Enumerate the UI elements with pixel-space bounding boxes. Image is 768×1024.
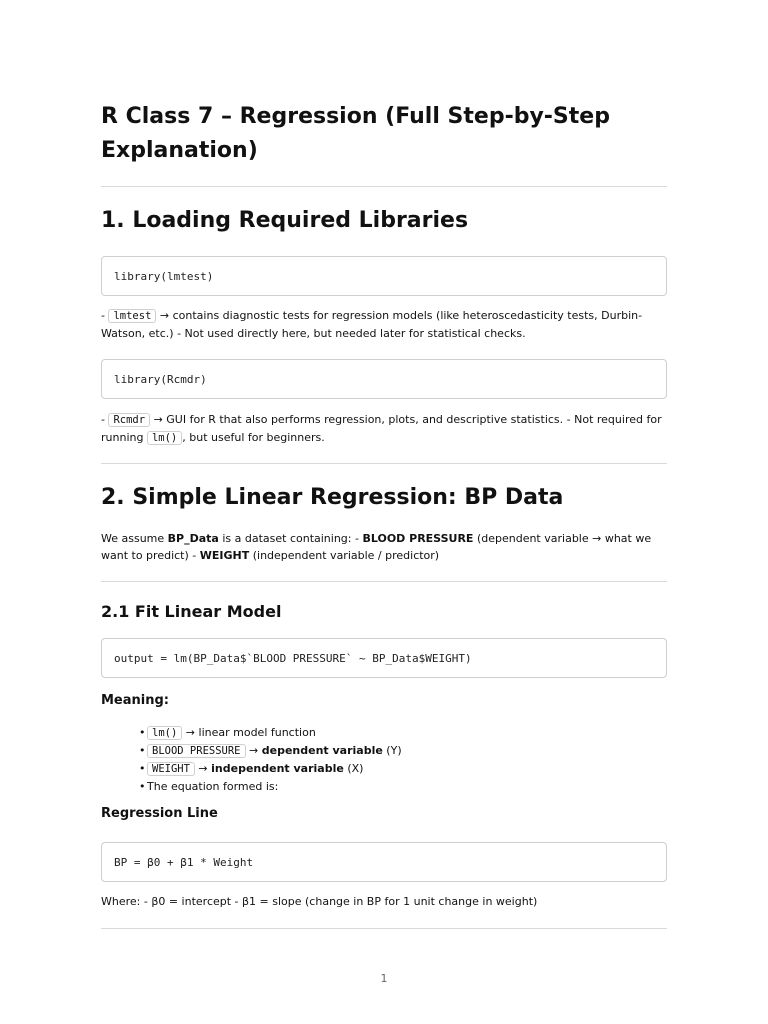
meaning-label: Meaning: <box>101 693 169 708</box>
text: (X) <box>343 762 364 775</box>
list-item <box>139 742 402 760</box>
bp-data-intro <box>101 530 667 564</box>
subsection-2-1-heading: 2.1 Fit Linear Model <box>101 602 282 621</box>
text: - <box>101 309 109 322</box>
text: (independent variable / predictor) <box>249 549 440 562</box>
bullet-icon: • <box>139 744 146 757</box>
bold-text: WEIGHT <box>199 549 250 562</box>
rcmdr-description <box>101 411 667 447</box>
section-2-heading: 2. Simple Linear Regression: BP Data <box>101 485 564 510</box>
text: → linear model function <box>182 726 316 739</box>
bullet-icon: • <box>139 780 146 793</box>
lmtest-description <box>101 307 667 342</box>
inline-code: BLOOD PRESSURE <box>147 744 246 758</box>
code-block-lm-fit: output = lm(BP_Data$`BLOOD PRESSURE` ~ BP_Data$WEIGHT) <box>101 638 667 678</box>
inline-code-lm: lm() <box>147 431 182 445</box>
meaning-list <box>139 724 402 795</box>
list-item <box>139 760 402 778</box>
list-item <box>139 778 402 795</box>
text: → <box>245 744 262 757</box>
inline-code-lmtest: lmtest <box>108 309 156 323</box>
bold-text: BP_Data <box>167 532 219 545</box>
document-title: R Class 7 – Regression (Full Step-by-Step Explanation) <box>101 104 610 163</box>
bullet-icon: • <box>139 726 146 739</box>
text: (Y) <box>382 744 402 757</box>
code-block-rcmdr: library(Rcmdr) <box>101 359 667 399</box>
text: (dependent variable → what we want to predict) - <box>101 532 652 562</box>
text: We assume <box>101 532 168 545</box>
list-item <box>139 724 402 742</box>
bold-text: independent variable <box>211 762 344 775</box>
where-description: Where: - β0 = intercept - β1 = slope (change in BP for 1 unit change in weight) <box>101 895 538 908</box>
divider <box>101 581 667 582</box>
divider <box>101 463 667 464</box>
text: is a dataset containing: - <box>218 532 363 545</box>
divider <box>101 928 667 929</box>
text: - <box>101 413 109 426</box>
text: → contains diagnostic tests for regression models (like heteroscedasticity tests, Durbin-Watson, etc.) - Not used directly here, but needed later for statistical checks. <box>101 309 643 340</box>
regression-line-label: Regression Line <box>101 806 218 821</box>
text: → GUI for R that also performs regression, plots, and descriptive statistics. - Not required for running <box>101 413 662 444</box>
bullet-icon: • <box>139 762 146 775</box>
bold-text: BLOOD PRESSURE <box>362 532 474 545</box>
inline-code: lm() <box>147 726 182 740</box>
inline-code-rcmdr: Rcmdr <box>108 413 150 427</box>
page-number: 1 <box>380 972 388 985</box>
bold-text: dependent variable <box>261 744 383 757</box>
inline-code: WEIGHT <box>147 762 195 776</box>
code-block-regression-line: BP = β0 + β1 * Weight <box>101 842 667 882</box>
text: The equation formed is: <box>147 780 279 793</box>
code-block-lmtest: library(lmtest) <box>101 256 667 296</box>
text: → <box>194 762 212 775</box>
text: , but useful for beginners. <box>182 431 325 444</box>
section-1-heading: 1. Loading Required Libraries <box>101 208 469 233</box>
divider <box>101 186 667 187</box>
